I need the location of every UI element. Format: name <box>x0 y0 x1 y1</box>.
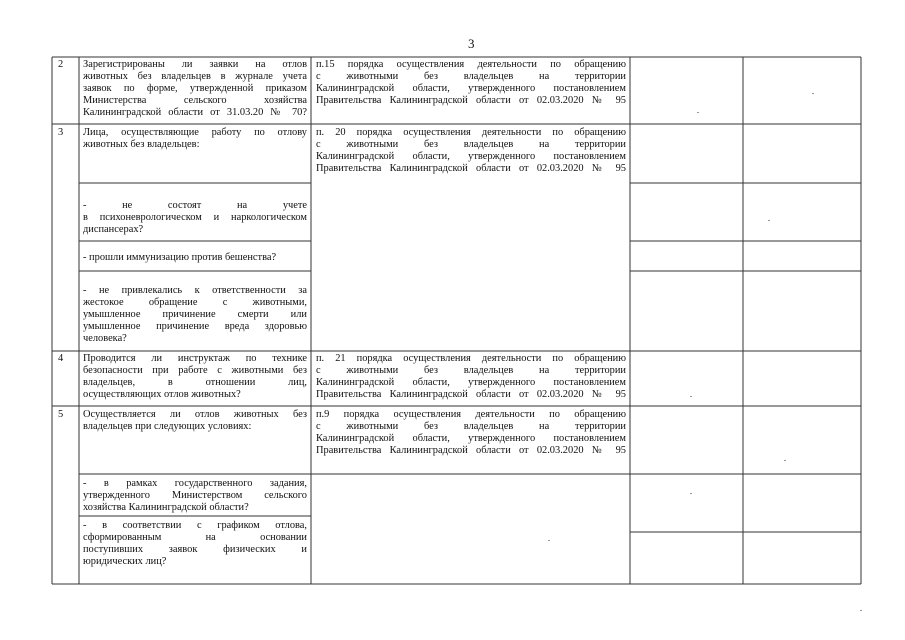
text-line: безопасности при работе с животными без <box>83 365 307 376</box>
text-line: Министерства сельского хозяйства <box>83 95 307 106</box>
text-line: п.15 порядка осуществления деятельности по обращению <box>316 59 626 70</box>
page-number: 3 <box>468 36 475 51</box>
question-cell <box>83 409 307 433</box>
text-line: Калининградской области, утвержденного постановлением <box>316 151 626 162</box>
text-line: Правительства Калининградской области от 02.03.2020 № 95 <box>316 445 626 456</box>
row-number: 4 <box>58 353 64 364</box>
text-line: Калининградской области, утвержденного постановлением <box>316 377 626 388</box>
row-number: 3 <box>58 127 64 138</box>
text-line: Калининградской области, утвержденного постановлением <box>316 433 626 444</box>
text-line: владельцев при следующих условиях: <box>83 421 252 432</box>
question-cell <box>83 127 307 151</box>
text-line: Проводится ли инструктаж по технике <box>83 353 307 364</box>
text-line: с животными без владельцев на территории <box>316 71 626 82</box>
scan-speck <box>784 460 786 461</box>
text-line: заявок по форме, утвержденной приказом <box>83 83 307 94</box>
scan-speck <box>860 610 862 611</box>
scan-speck <box>768 220 770 221</box>
text-line: Калининградской области от 31.03.20 № 70? <box>83 107 307 118</box>
text-line: п. 20 порядка осуществления деятельности по обращению <box>316 127 626 138</box>
question-cell <box>83 59 307 119</box>
text-line: животных без владельцев: <box>83 139 200 150</box>
text-line: поступивших заявок физических и <box>83 544 307 555</box>
scan-speck <box>812 93 814 94</box>
text-line: - в соответствии с графиком отлова, <box>83 520 307 531</box>
text-line: Правительства Калининградской области от 02.03.2020 № 95 <box>316 95 626 106</box>
text-line: Правительства Калининградской области от 02.03.2020 № 95 <box>316 163 626 174</box>
subitem-cell <box>83 478 307 514</box>
text-line: владельцев, в отношении лиц, <box>83 377 307 388</box>
text-line: юридических лиц? <box>83 556 167 567</box>
row-number: 2 <box>58 59 64 70</box>
text-line: диспансерах? <box>83 224 144 235</box>
text-line: Зарегистрированы ли заявки на отлов <box>83 59 307 70</box>
text-line: Осуществляется ли отлов животных без <box>83 409 307 420</box>
scan-speck <box>697 112 699 113</box>
text-line: с животными без владельцев на территории <box>316 421 626 432</box>
scan-speck <box>690 493 692 494</box>
subitem-cell <box>83 285 307 345</box>
text-line: с животными без владельцев на территории <box>316 139 626 150</box>
text-line: - не состоят на учете <box>83 200 307 211</box>
text-line: животных без владельцев в журнале учета <box>83 71 307 82</box>
text-line: п.9 порядка осуществления деятельности по обращению <box>316 409 626 420</box>
text-line: Лица, осуществляющие работу по отлову <box>83 127 307 138</box>
scan-speck <box>690 396 692 397</box>
text-line: человека? <box>83 333 127 344</box>
subitem-cell <box>83 200 307 236</box>
reference-cell <box>316 59 626 107</box>
scan-speck <box>548 540 550 541</box>
reference-cell <box>316 353 626 401</box>
text-line: Калининградской области, утвержденного постановлением <box>316 83 626 94</box>
row-number: 5 <box>58 409 64 420</box>
text-line: осуществляющих отлов животных? <box>83 389 241 400</box>
text-line: Правительства Калининградской области от 02.03.2020 № 95 <box>316 389 626 400</box>
subitem-cell <box>83 520 307 568</box>
text-line: в психоневрологическом и наркологическом <box>83 212 307 223</box>
reference-cell <box>316 409 626 457</box>
text-line: утвержденного Министерством сельского <box>83 490 307 501</box>
text-line: п. 21 порядка осуществления деятельности по обращению <box>316 353 626 364</box>
reference-cell <box>316 127 626 175</box>
text-line: жестокое обращение с животными, <box>83 297 307 308</box>
text-line: - в рамках государственного задания, <box>83 478 307 489</box>
text-line: сформированным на основании <box>83 532 307 543</box>
text-line: хозяйства Калининградской области? <box>83 502 249 513</box>
subitem-cell <box>83 252 307 264</box>
text-line: - прошли иммунизацию против бешенства? <box>83 252 277 263</box>
text-line: умышленное причинение вреда здоровью <box>83 321 307 332</box>
text-line: - не привлекались к ответственности за <box>83 285 307 296</box>
question-cell <box>83 353 307 401</box>
text-line: умышленное причинение смерти или <box>83 309 307 320</box>
text-line: с животными без владельцев на территории <box>316 365 626 376</box>
